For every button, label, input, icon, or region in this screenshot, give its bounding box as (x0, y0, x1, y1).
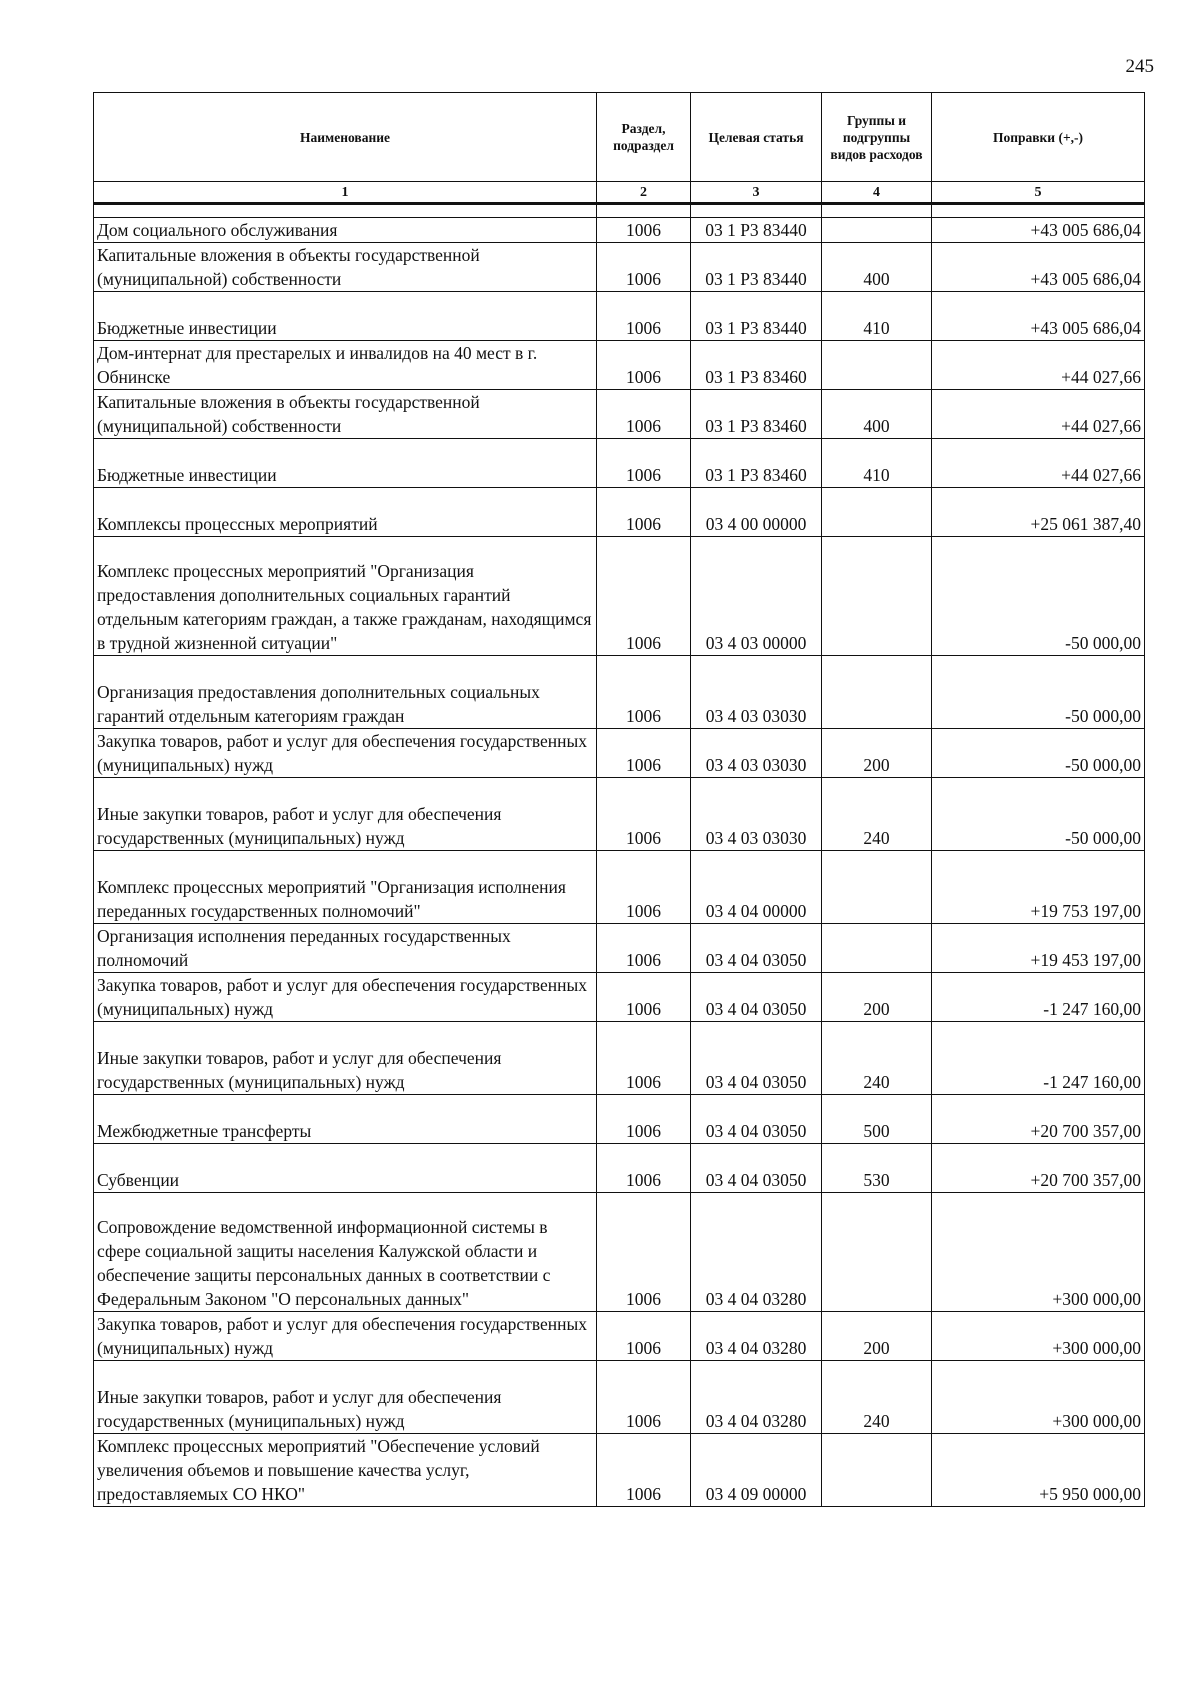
spacer-cell (691, 204, 822, 218)
header-number-3: 3 (691, 182, 822, 204)
row-group: 240 (822, 1022, 932, 1095)
row-section: 1006 (597, 1022, 691, 1095)
row-section: 1006 (597, 851, 691, 924)
table-row (94, 390, 1145, 439)
table-row (94, 778, 1145, 851)
table-row (94, 488, 1145, 537)
row-name: Закупка товаров, работ и услуг для обеспечения государственных (муниципальных) нужд (94, 973, 597, 1022)
row-amount: +44 027,66 (932, 439, 1145, 488)
table-row (94, 973, 1145, 1022)
row-section: 1006 (597, 292, 691, 341)
spacer-row (94, 204, 1145, 218)
table-row (94, 292, 1145, 341)
row-group (822, 924, 932, 973)
row-section: 1006 (597, 778, 691, 851)
row-name: Комплекс процессных мероприятий "Организация предоставления дополнительных социальных гарантий отдельным категориям граждан, а также гражданам, находящимся в трудной жизненной ситуации" (94, 537, 597, 656)
table-row (94, 1361, 1145, 1434)
row-group (822, 656, 932, 729)
row-amount: -50 000,00 (932, 656, 1145, 729)
row-name: Дом социального обслуживания (94, 218, 597, 243)
row-amount: +44 027,66 (932, 341, 1145, 390)
row-name: Сопровождение ведомственной информационной системы в сфере социальной защиты населения Калужской области и обеспечение защиты персональных данных в соответствии с Федеральным Законом "О персональных данных" (94, 1193, 597, 1312)
row-section: 1006 (597, 924, 691, 973)
row-amount: +20 700 357,00 (932, 1144, 1145, 1193)
row-group (822, 537, 932, 656)
row-article: 03 1 Р3 83440 (691, 218, 822, 243)
spacer-cell (597, 204, 691, 218)
spacer-cell (822, 204, 932, 218)
row-article: 03 4 04 03050 (691, 1022, 822, 1095)
row-article: 03 1 Р3 83460 (691, 341, 822, 390)
table-body (94, 204, 1145, 1507)
header-group: Группы и подгруппы видов расходов (822, 93, 932, 182)
row-article: 03 4 04 03280 (691, 1193, 822, 1312)
header-number-5: 5 (932, 182, 1145, 204)
table-row (94, 537, 1145, 656)
row-amount: +43 005 686,04 (932, 218, 1145, 243)
row-group: 200 (822, 1312, 932, 1361)
table-row (94, 439, 1145, 488)
table-row (94, 924, 1145, 973)
table-row (94, 1144, 1145, 1193)
row-name: Субвенции (94, 1144, 597, 1193)
row-amount: +5 950 000,00 (932, 1434, 1145, 1507)
row-amount: -1 247 160,00 (932, 1022, 1145, 1095)
row-article: 03 4 04 03050 (691, 924, 822, 973)
row-group: 200 (822, 973, 932, 1022)
row-article: 03 1 Р3 83460 (691, 390, 822, 439)
row-section: 1006 (597, 341, 691, 390)
table-row (94, 656, 1145, 729)
table-row (94, 341, 1145, 390)
table-row (94, 1095, 1145, 1144)
row-group (822, 1434, 932, 1507)
row-article: 03 4 04 03050 (691, 973, 822, 1022)
header-name: Наименование (94, 93, 597, 182)
row-amount: +44 027,66 (932, 390, 1145, 439)
table-row (94, 729, 1145, 778)
header-number-2: 2 (597, 182, 691, 204)
table-row (94, 1193, 1145, 1312)
row-name: Комплекс процессных мероприятий "Организация исполнения переданных государственных полномочий" (94, 851, 597, 924)
header-article: Целевая статья (691, 93, 822, 182)
row-article: 03 4 09 00000 (691, 1434, 822, 1507)
row-group (822, 341, 932, 390)
row-section: 1006 (597, 439, 691, 488)
header-amount: Поправки (+,-) (932, 93, 1145, 182)
row-amount: +43 005 686,04 (932, 243, 1145, 292)
row-group: 410 (822, 439, 932, 488)
row-group (822, 488, 932, 537)
page-number: 245 (1125, 56, 1154, 77)
header-number-1: 1 (94, 182, 597, 204)
row-name: Организация исполнения переданных государственных полномочий (94, 924, 597, 973)
row-article: 03 1 Р3 83440 (691, 292, 822, 341)
row-article: 03 4 04 00000 (691, 851, 822, 924)
table-header (94, 93, 1145, 204)
row-article: 03 4 03 03030 (691, 778, 822, 851)
row-group (822, 851, 932, 924)
row-amount: +19 453 197,00 (932, 924, 1145, 973)
row-article: 03 4 03 00000 (691, 537, 822, 656)
row-article: 03 4 00 00000 (691, 488, 822, 537)
row-name: Бюджетные инвестиции (94, 439, 597, 488)
row-group: 240 (822, 1361, 932, 1434)
row-article: 03 1 Р3 83460 (691, 439, 822, 488)
row-name: Иные закупки товаров, работ и услуг для обеспечения государственных (муниципальных) нужд (94, 1361, 597, 1434)
row-amount: -50 000,00 (932, 778, 1145, 851)
row-amount: +25 061 387,40 (932, 488, 1145, 537)
table-row (94, 1434, 1145, 1507)
row-section: 1006 (597, 243, 691, 292)
row-group (822, 1193, 932, 1312)
row-amount: +300 000,00 (932, 1312, 1145, 1361)
spacer-cell (94, 204, 597, 218)
row-section: 1006 (597, 1434, 691, 1507)
row-name: Закупка товаров, работ и услуг для обеспечения государственных (муниципальных) нужд (94, 1312, 597, 1361)
row-name: Организация предоставления дополнительных социальных гарантий отдельным категориям граждан (94, 656, 597, 729)
header-labels-row (94, 93, 1145, 182)
table-row (94, 218, 1145, 243)
row-article: 03 1 Р3 83440 (691, 243, 822, 292)
row-section: 1006 (597, 973, 691, 1022)
row-group: 530 (822, 1144, 932, 1193)
row-group: 410 (822, 292, 932, 341)
table-row (94, 1312, 1145, 1361)
row-article: 03 4 04 03280 (691, 1312, 822, 1361)
row-article: 03 4 04 03050 (691, 1095, 822, 1144)
row-amount: +300 000,00 (932, 1361, 1145, 1434)
row-section: 1006 (597, 537, 691, 656)
row-amount: +300 000,00 (932, 1193, 1145, 1312)
row-article: 03 4 04 03050 (691, 1144, 822, 1193)
row-amount: +43 005 686,04 (932, 292, 1145, 341)
row-section: 1006 (597, 1361, 691, 1434)
row-name: Капитальные вложения в объекты государственной (муниципальной) собственности (94, 243, 597, 292)
row-amount: -1 247 160,00 (932, 973, 1145, 1022)
header-section: Раздел, подраздел (597, 93, 691, 182)
row-section: 1006 (597, 1312, 691, 1361)
row-name: Закупка товаров, работ и услуг для обеспечения государственных (муниципальных) нужд (94, 729, 597, 778)
row-name: Комплексы процессных мероприятий (94, 488, 597, 537)
row-section: 1006 (597, 1193, 691, 1312)
row-section: 1006 (597, 656, 691, 729)
spacer-cell (932, 204, 1145, 218)
row-name: Бюджетные инвестиции (94, 292, 597, 341)
table-row (94, 1022, 1145, 1095)
row-section: 1006 (597, 1095, 691, 1144)
row-section: 1006 (597, 218, 691, 243)
row-section: 1006 (597, 1144, 691, 1193)
row-group: 200 (822, 729, 932, 778)
row-group: 500 (822, 1095, 932, 1144)
header-numbers-row (94, 182, 1145, 204)
row-group: 400 (822, 390, 932, 439)
row-name: Межбюджетные трансферты (94, 1095, 597, 1144)
row-name: Дом-интернат для престарелых и инвалидов на 40 мест в г. Обнинске (94, 341, 597, 390)
row-group (822, 218, 932, 243)
table-row (94, 851, 1145, 924)
row-name: Иные закупки товаров, работ и услуг для обеспечения государственных (муниципальных) нужд (94, 778, 597, 851)
row-section: 1006 (597, 390, 691, 439)
row-section: 1006 (597, 729, 691, 778)
row-amount: +20 700 357,00 (932, 1095, 1145, 1144)
row-name: Иные закупки товаров, работ и услуг для обеспечения государственных (муниципальных) нужд (94, 1022, 597, 1095)
row-section: 1006 (597, 488, 691, 537)
row-amount: +19 753 197,00 (932, 851, 1145, 924)
table-row (94, 243, 1145, 292)
budget-table (93, 92, 1145, 1507)
row-amount: -50 000,00 (932, 537, 1145, 656)
row-name: Капитальные вложения в объекты государственной (муниципальной) собственности (94, 390, 597, 439)
row-amount: -50 000,00 (932, 729, 1145, 778)
row-article: 03 4 04 03280 (691, 1361, 822, 1434)
header-number-4: 4 (822, 182, 932, 204)
row-name: Комплекс процессных мероприятий "Обеспечение условий увеличения объемов и повышение качества услуг, предоставляемых СО НКО" (94, 1434, 597, 1507)
row-article: 03 4 03 03030 (691, 729, 822, 778)
row-group: 240 (822, 778, 932, 851)
row-article: 03 4 03 03030 (691, 656, 822, 729)
row-group: 400 (822, 243, 932, 292)
